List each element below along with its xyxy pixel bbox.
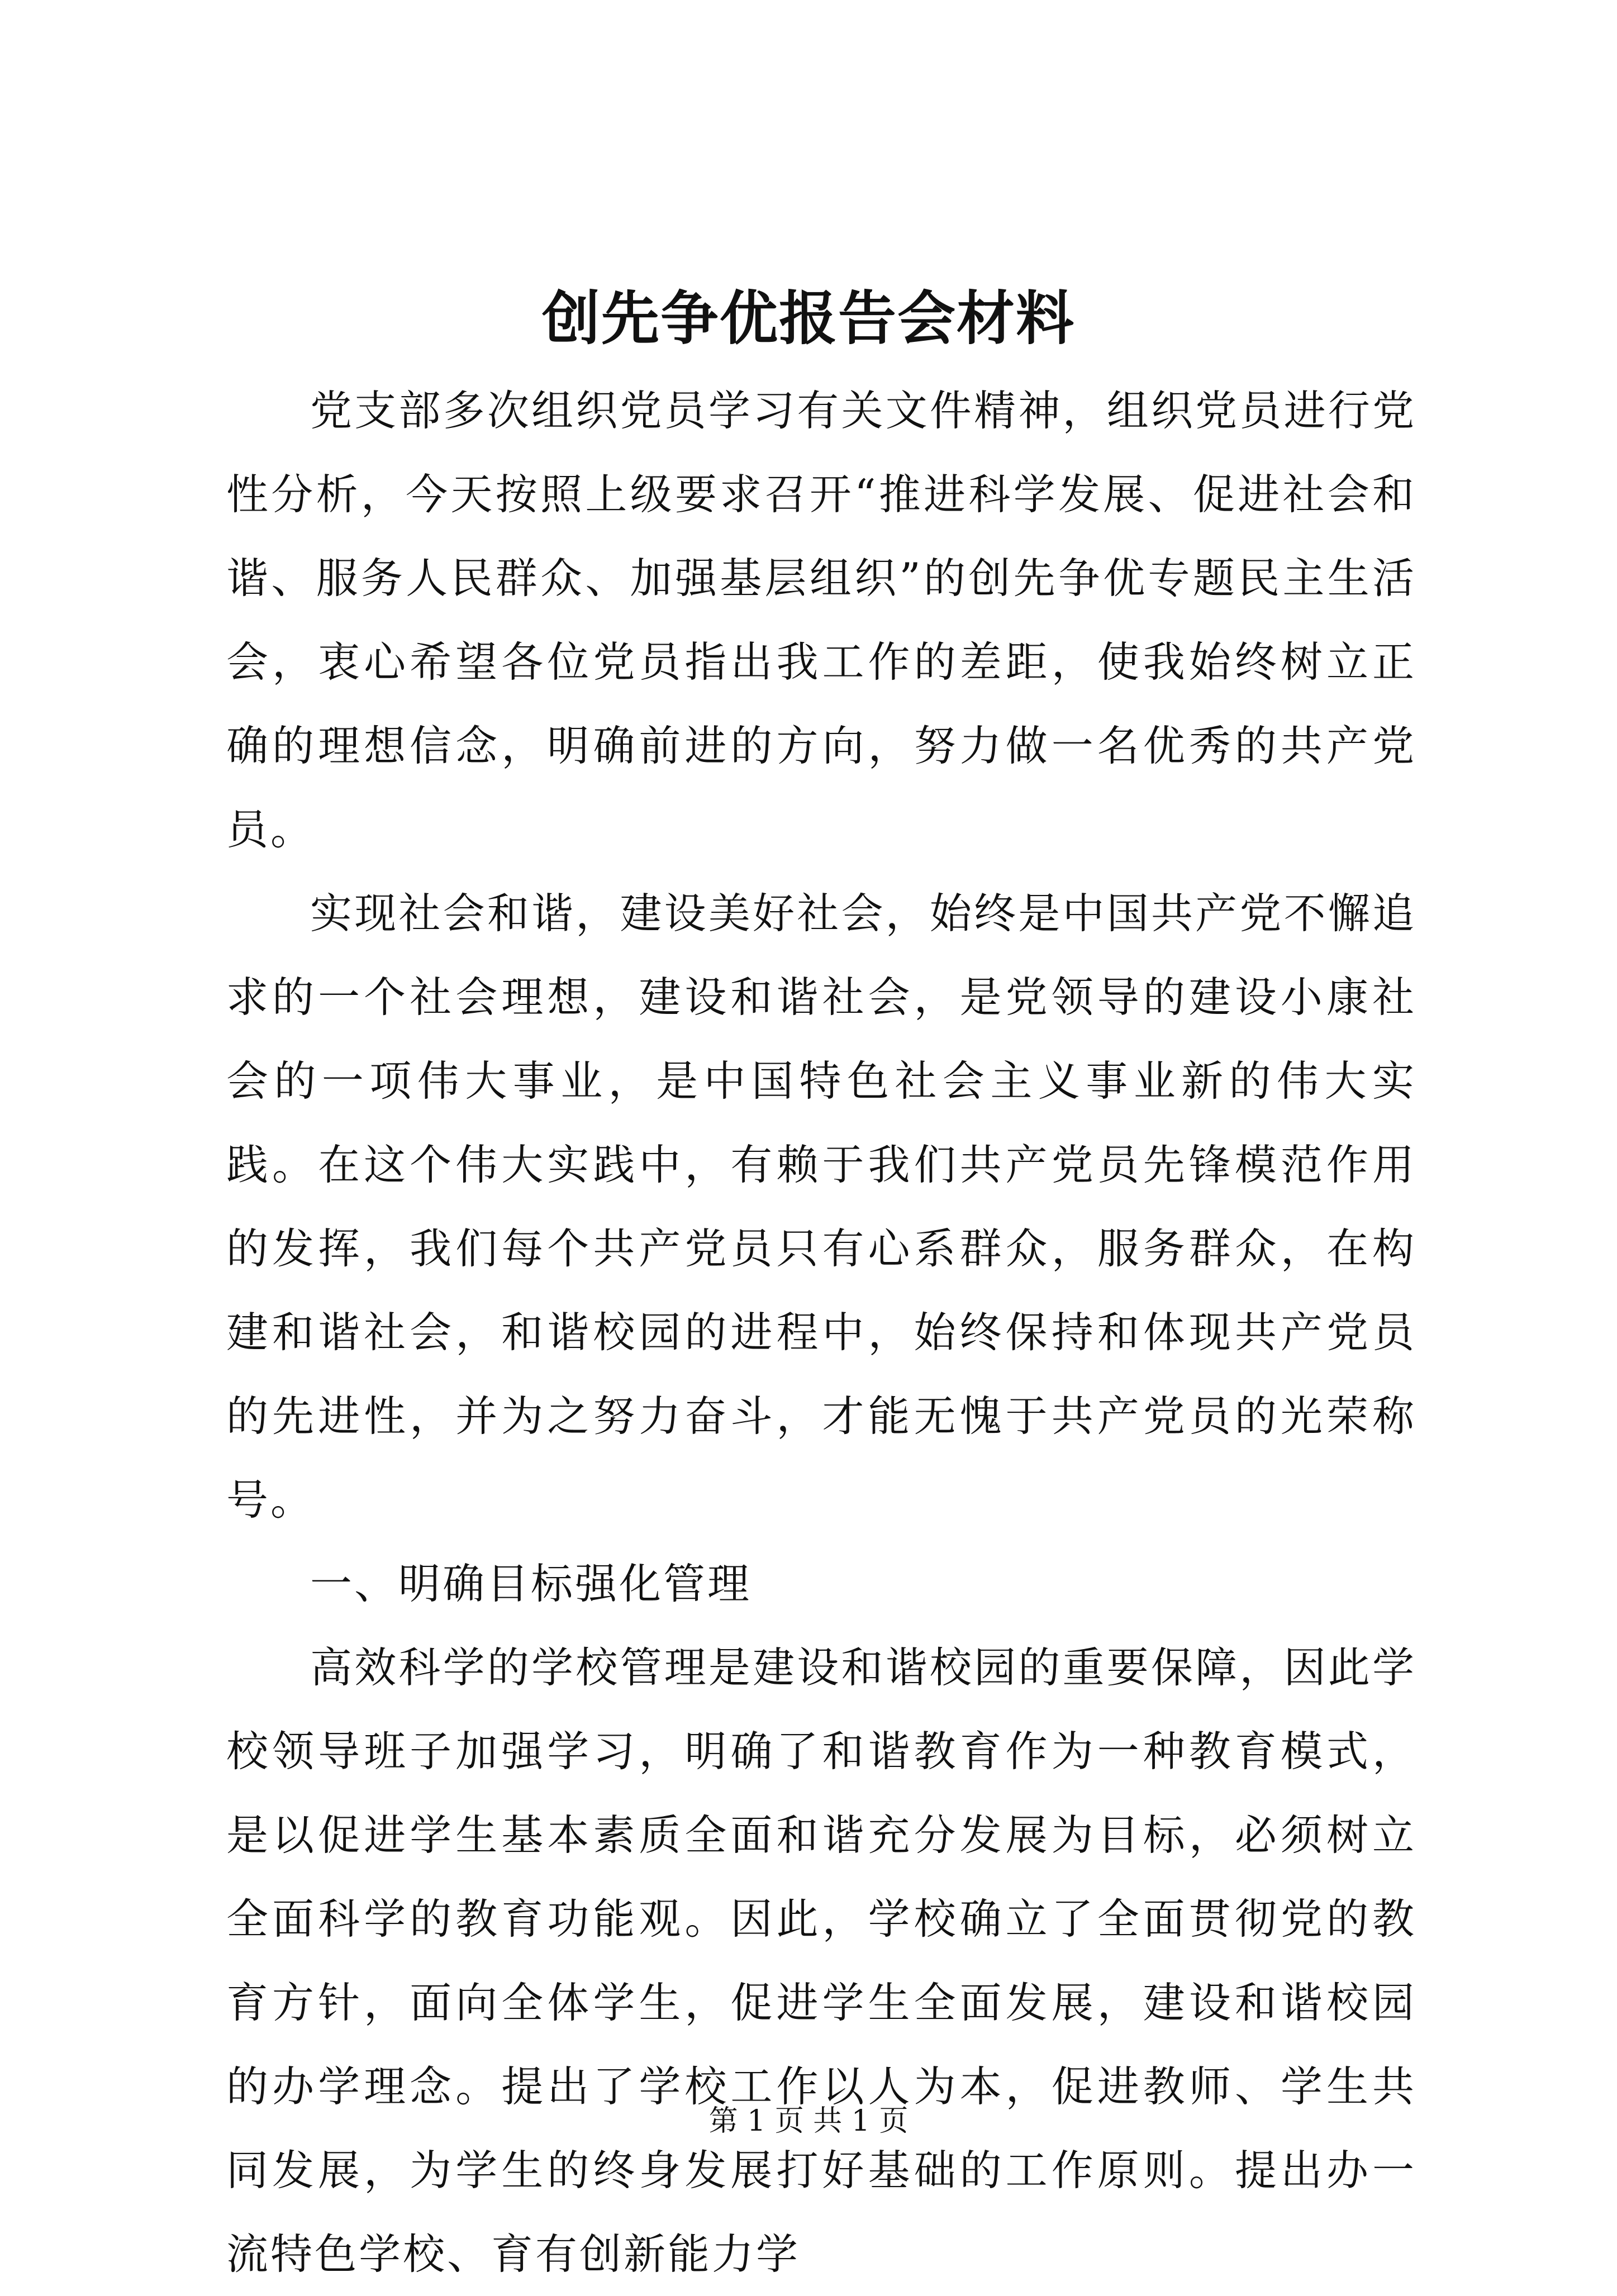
page-footer: 第 1 页 共 1 页 (708, 2104, 909, 2138)
section-heading-1: 一、明确目标强化管理 (310, 1559, 752, 1608)
document-title: 创先争优报告会材料 (541, 284, 1075, 353)
document-body (226, 369, 1416, 2296)
paragraph-intro: 党支部多次组织党员学习有关文件精神，组织党员进行党性分析，今天按照上级要求召开“推进科学发展、促进社会和谐、服务人民群众、加强基层组织”的创先争优专题民主生活会，衷心希望各位党员指出我工作的差距，使我始终树立正确的理想信念，明确前进的方向，努力做一名优秀的共产党员。 (226, 386, 1416, 854)
paragraph-social-harmony: 实现社会和谐，建设美好社会，始终是中国共产党不懈追求的一个社会理想，建设和谐社会，是党领导的建设小康社会的一项伟大事业，是中国特色社会主义事业新的伟大实践。在这个伟大实践中，有赖于我们共产党员先锋模范作用的发挥，我们每个共产党员只有心系群众，服务群众，在构建和谐社会，和谐校园的进程中，始终保持和体现共产党员的先进性，并为之努力奋斗，才能无愧于共产党员的光荣称号。 (226, 889, 1416, 1525)
paragraph-school-management: 高效科学的学校管理是建设和谐校园的重要保障，因此学校领导班子加强学习，明确了和谐教育作为一种教育模式，是以促进学生基本素质全面和谐充分发展为目标，必须树立全面科学的教育功能观。因此，学校确立了全面贯彻党的教育方针，面向全体学生，促进学生全面发展，建设和谐校园的办学理念。提出了学校工作以人为本，促进教师、学生共同发展，为学生的终身发展打好基础的工作原则。提出办一流特色学校、育有创新能力学 (226, 1643, 1416, 2279)
